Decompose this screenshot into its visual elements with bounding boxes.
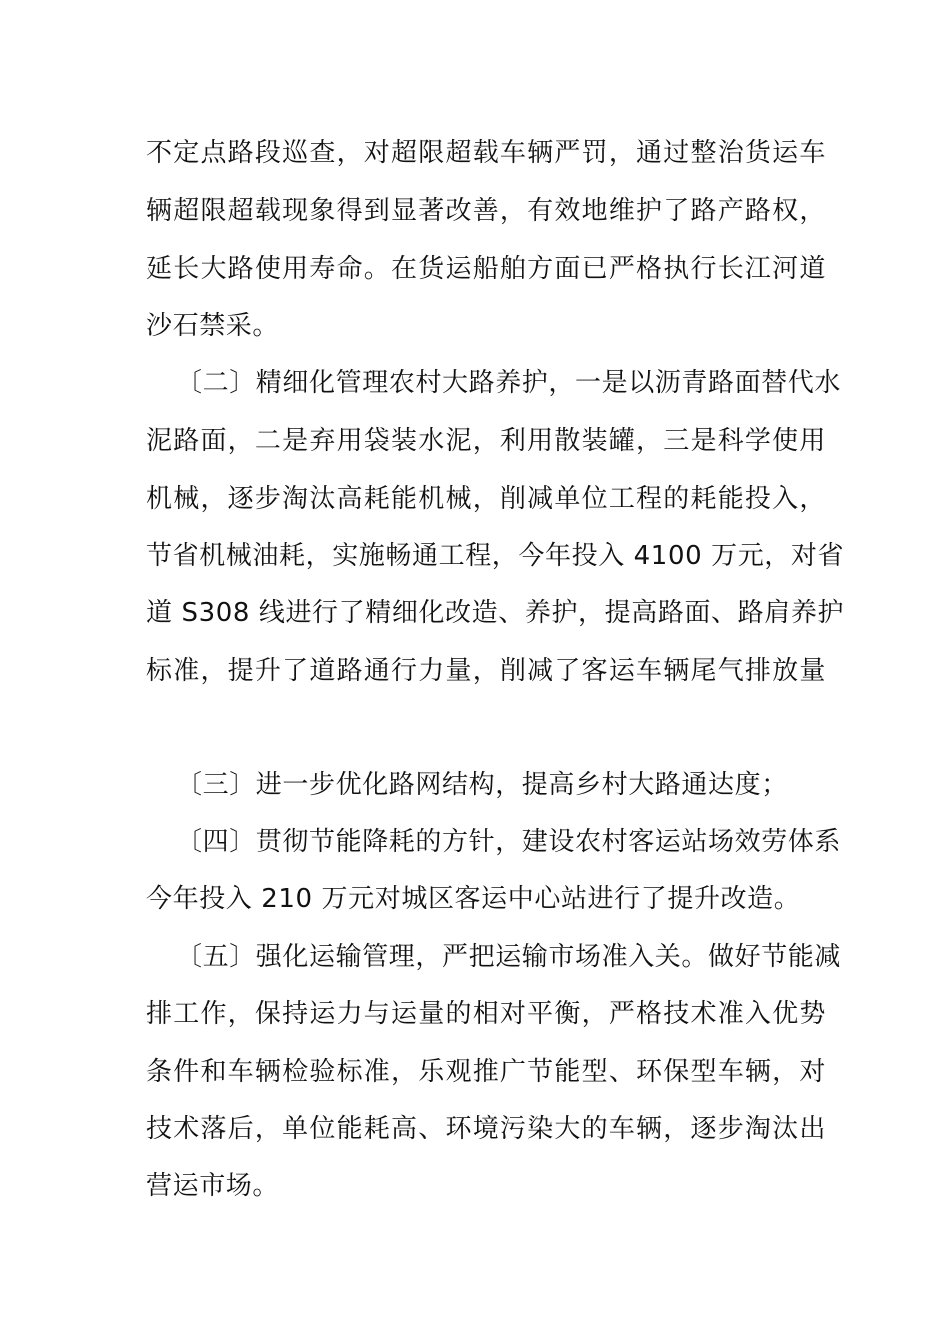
paragraph-1-line-3: 延长大路使用寿命。在货运船舶方面已严格执行长江河道	[146, 254, 826, 284]
paragraph-1-line-2: 辆超限超载现象得到显著改善，有效地维护了路产路权，	[146, 196, 826, 226]
paragraph-2-line-4: 节省机械油耗，实施畅通工程，今年投入 4100 万元，对省	[146, 541, 845, 571]
paragraph-2-line-5: 道 S308 线进行了精细化改造、养护，提高路面、路肩养护	[146, 598, 845, 628]
paragraph-1-line-1: 不定点路段巡查，对超限超载车辆严罚，通过整治货运车	[146, 138, 826, 168]
paragraph-3-line-1: 〔三〕进一步优化路网结构，提高乡村大路通达度；	[176, 770, 788, 800]
paragraph-1-line-4: 沙石禁采。	[146, 311, 280, 341]
paragraph-5-line-1: 〔五〕强化运输管理，严把运输市场准入关。做好节能减	[176, 942, 842, 972]
paragraph-4-line-1: 〔四〕贯彻节能降耗的方针，建设农村客运站场效劳体系	[176, 827, 842, 857]
paragraph-2-line-1: 〔二〕精细化管理农村大路养护，一是以沥青路面替代水	[176, 368, 842, 398]
paragraph-5-line-3: 条件和车辆检验标准，乐观推广节能型、环保型车辆，对	[146, 1057, 826, 1087]
paragraph-2-line-3: 机械，逐步淘汰高耗能机械，削减单位工程的耗能投入，	[146, 484, 826, 514]
paragraph-5-line-4: 技术落后，单位能耗高、环境污染大的车辆，逐步淘汰出	[146, 1114, 826, 1144]
paragraph-4-line-2: 今年投入 210 万元对城区客运中心站进行了提升改造。	[146, 884, 801, 914]
paragraph-2-line-2: 泥路面，二是弃用袋装水泥，利用散装罐，三是科学使用	[146, 426, 826, 456]
paragraph-2-line-6: 标准，提升了道路通行力量，削减了客运车辆尾气排放量	[146, 656, 826, 686]
paragraph-5-line-5: 营运市场。	[146, 1171, 280, 1201]
paragraph-5-line-2: 排工作，保持运力与运量的相对平衡，严格技术准入优势	[146, 999, 826, 1029]
